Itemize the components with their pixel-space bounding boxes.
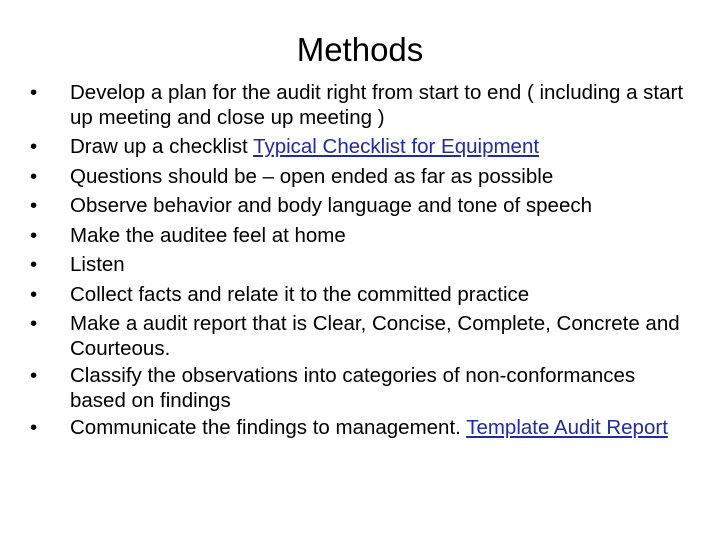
bullet-text: Draw up a checklist xyxy=(70,135,254,158)
bullet-text: Classify the observations into categories of non-conformances based on findings xyxy=(70,364,636,412)
bullet-item xyxy=(30,250,690,280)
bullet-text: Questions should be – open ended as far as possible xyxy=(70,164,554,188)
template-report-link[interactable]: Template Audit Report xyxy=(466,416,668,439)
bullet-text: Listen xyxy=(70,253,125,276)
bullet-icon: • xyxy=(30,81,38,104)
bullet-item xyxy=(30,311,690,361)
bullet-item xyxy=(30,221,690,251)
bullet-icon: • xyxy=(30,223,38,247)
bullet-text: Make the auditee feel at home xyxy=(70,223,346,247)
bullet-text: Observe behavior and body language and tone of speech xyxy=(70,194,592,217)
bullet-text: Develop a plan for the audit right from start to end ( including a start up meeting and close up meeting ) xyxy=(70,81,684,129)
bullet-item xyxy=(30,162,690,192)
bullet-icon: • xyxy=(30,164,38,188)
bullet-item xyxy=(30,415,690,440)
bullet-icon: • xyxy=(30,194,38,217)
bullet-text: Communicate the findings to management. xyxy=(70,416,467,439)
bullet-icon: • xyxy=(30,416,38,439)
bullet-item xyxy=(30,280,690,310)
bullet-icon: • xyxy=(30,253,38,276)
bullet-text: Collect facts and relate it to the committed practice xyxy=(70,282,530,306)
bullet-item xyxy=(30,363,690,413)
bullet-item xyxy=(30,191,690,221)
bullet-item xyxy=(30,132,690,162)
bullet-icon: • xyxy=(30,282,38,306)
slide-title: Methods xyxy=(296,31,424,68)
bullet-text: Make a audit report that is Clear, Concise, Complete, Concrete and Courteous. xyxy=(70,312,680,360)
bullet-item xyxy=(30,80,690,130)
bullet-icon: • xyxy=(30,364,38,387)
bullet-icon: • xyxy=(30,312,38,335)
bullet-list xyxy=(30,78,690,442)
bullet-icon: • xyxy=(30,135,38,158)
checklist-link[interactable]: Typical Checklist for Equipment xyxy=(253,135,540,158)
